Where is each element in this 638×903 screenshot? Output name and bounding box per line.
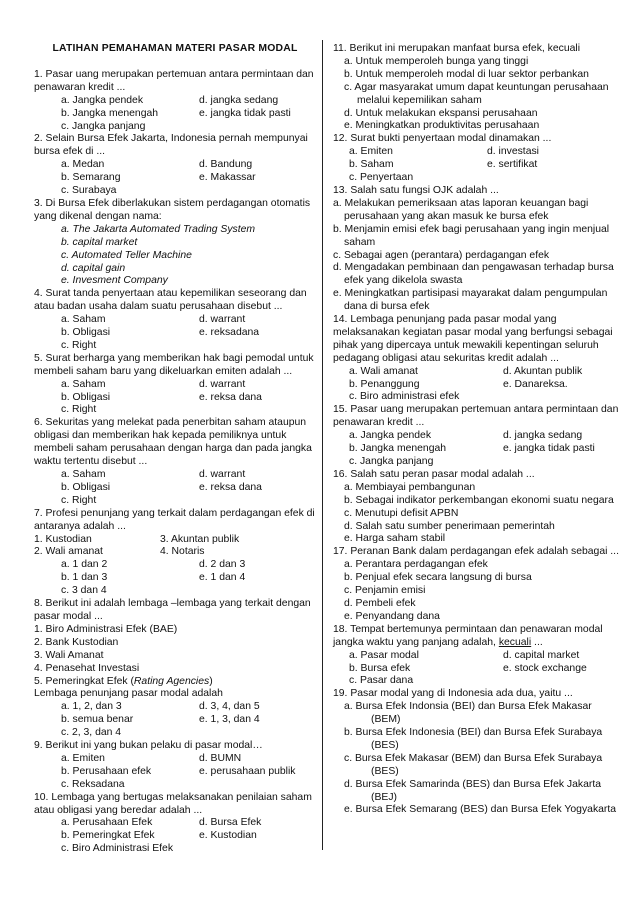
list-row <box>34 546 316 559</box>
option: c. 2, 3, dan 4 <box>61 727 122 739</box>
option: b. 1 dan 3 <box>61 572 108 584</box>
list-row <box>34 534 316 547</box>
option: b. capital market <box>61 236 138 248</box>
left-column <box>34 43 316 856</box>
option: a. 1 dan 2 <box>61 559 108 571</box>
question-11: 11. Berikut ini merupakan manfaat bursa efek, kecuali <box>333 43 581 54</box>
question-5: 5. Surat berharga yang memberikan hak bagi pemodal untuk membeli saham baru yang dikeluarkan emiten adalah ... <box>34 352 314 377</box>
option: e. perusahaan publik <box>199 765 296 777</box>
option: b. semua benar <box>61 714 134 726</box>
option: d. warrant <box>199 314 246 326</box>
option: b. Untuk memperoleh modal di luar sektor perbankan <box>344 68 589 80</box>
option: c. Right <box>61 339 97 351</box>
option: e. Meningkatkan partisipasi mayarakat dalam pengumpulan dana di bursa efek <box>333 288 608 313</box>
option: a. Emiten <box>61 752 105 764</box>
options-row <box>34 714 316 727</box>
option: b. Obligasi <box>61 327 111 339</box>
option: e. 1, 3, dan 4 <box>199 714 260 726</box>
option: e. Penyandang dana <box>344 610 440 622</box>
option: d. Bursa Efek Samarinda (BES) dan Bursa Efek Jakarta (BEJ) <box>344 778 602 803</box>
option: a. Medan <box>61 159 105 171</box>
options-row <box>333 663 621 676</box>
options-row <box>34 469 316 482</box>
option: b. Penanggung <box>349 378 420 390</box>
option: b. Sebagai indikator perkembangan ekonomi suatu negara <box>344 494 614 506</box>
option: b. Perusahaan efek <box>61 765 152 777</box>
list-item: 3. Akuntan publik <box>160 533 240 545</box>
options-row <box>34 572 316 585</box>
option: a. The Jakarta Automated Trading System <box>61 223 256 235</box>
option: d. Pembeli efek <box>344 597 416 609</box>
option: c. Penjamin emisi <box>344 585 426 597</box>
options-row <box>333 379 621 392</box>
option: b. Obligasi <box>61 481 111 493</box>
option: a. Membiayai pembangunan <box>344 481 476 493</box>
question-8-tail: Lembaga penunjang pasar modal adalah <box>34 688 223 700</box>
option: c. Sebagai agen (perantara) perdagangan efek <box>333 249 550 261</box>
options-row <box>333 146 621 159</box>
options-row <box>333 159 621 172</box>
list-text: ) <box>209 675 213 687</box>
option: d. 2 dan 3 <box>199 559 246 571</box>
option: a. Jangka pendek <box>349 430 432 442</box>
list-item: 1. Kustodian <box>34 533 92 545</box>
option: c. 3 dan 4 <box>61 585 107 597</box>
options-row <box>34 482 316 495</box>
option: d. Untuk melakukan ekspansi perusahaan <box>344 107 538 119</box>
option: d. capital gain <box>61 262 126 274</box>
option: b. Bursa Efek Indonesia (BEI) dan Bursa Efek Surabaya (BES) <box>344 727 603 751</box>
option: e. Harga saham stabil <box>344 533 446 545</box>
question-3: 3. Di Bursa Efek diberlakukan sistem perdagangan otomatis yang dikenal dengan nama: <box>34 197 311 222</box>
question-16: 16. Salah satu peran pasar modal adalah ... <box>333 468 535 480</box>
question-text: ... <box>531 636 543 648</box>
options-row <box>333 443 621 456</box>
options-row <box>34 817 316 830</box>
options-row <box>34 314 316 327</box>
question-6: 6. Sekuritas yang melekat pada penerbitan saham ataupun obligasi dan memberikan hak kepada pemiliknya untuk membeli saham perusahaan dengan harga dan pada jangka waktu tertentu disebut ... <box>34 417 312 468</box>
list-text-italic: Rating Agencies <box>133 675 210 687</box>
options-row <box>34 392 316 405</box>
option: e. Bursa Efek Semarang (BES) dan Bursa Efek Yogyakarta <box>344 804 617 816</box>
option: e. reksa dana <box>199 391 262 403</box>
option: b. Jangka menengah <box>349 443 447 455</box>
question-18 <box>333 624 621 650</box>
option: c. Penyertaan <box>349 172 414 184</box>
question-9: 9. Berikut ini yang bukan pelaku di pasar modal… <box>34 740 263 752</box>
option: a. Jangka pendek <box>61 94 144 106</box>
option: e. jangka tidak pasti <box>199 107 291 119</box>
option: a. Saham <box>61 314 106 326</box>
question-17: 17. Peranan Bank dalam perdagangan efek adalah sebagai ... <box>333 546 619 558</box>
option: a. 1, 2, dan 3 <box>61 701 122 713</box>
option: c. Menutupi defisit APBN <box>344 507 459 519</box>
question-15: 15. Pasar uang merupakan pertemuan antara permintaan dan penawaran kredit ... <box>333 404 619 429</box>
option: d. Bandung <box>199 159 253 171</box>
question-8: 8. Berikut ini adalah lembaga –lembaga yang terkait dengan pasar modal ... <box>34 598 311 622</box>
option: a. Wali amanat <box>349 365 418 377</box>
option: e. Danareksa. <box>503 378 568 390</box>
option: b. Menjamin emisi efek bagi perusahaan yang ingin menjual saham <box>333 223 610 248</box>
option: c. Agar masyarakat umum dapat keuntungan perusahaan melalui kepemilikan saham <box>344 81 609 106</box>
question-12: 12. Surat bukti penyertaan modal dinamakan ... <box>333 133 552 145</box>
option: a. Perantara perdagangan efek <box>344 559 488 571</box>
option: e. reksadana <box>199 327 260 339</box>
option: c. Right <box>61 494 97 506</box>
option: e. Kustodian <box>199 830 257 842</box>
option: c. Jangka panjang <box>61 120 146 132</box>
option: a. Emiten <box>349 146 393 158</box>
right-column <box>333 43 621 817</box>
list-item: 4. Notaris <box>160 546 205 558</box>
question-4: 4. Surat tanda penyertaan atau kepemilikan seseorang dan atau badan usaha dalam suatu perusahaan disebut ... <box>34 288 307 313</box>
options-row <box>34 753 316 766</box>
option: d. investasi <box>487 146 539 158</box>
question-13: 13. Salah satu fungsi OJK adalah ... <box>333 184 499 196</box>
option: a. Saham <box>61 378 106 390</box>
options-row <box>34 327 316 340</box>
options-row <box>34 159 316 172</box>
option: e. jangka tidak pasti <box>503 443 595 455</box>
option: e. stock exchange <box>503 662 587 674</box>
option: b. Obligasi <box>61 391 111 403</box>
option: d. 3, 4, dan 5 <box>199 701 260 713</box>
option: e. sertifikat <box>487 159 538 171</box>
option: a. Pasar modal <box>349 649 419 661</box>
list-item <box>34 676 316 689</box>
option: c. Biro administrasi efek <box>349 391 460 403</box>
option: d. Akuntan publik <box>503 365 583 377</box>
question-7: 7. Profesi penunjang yang terkait dalam perdagangan efek di antaranya adalah ... <box>34 507 315 532</box>
question-10: 10. Lembaga yang bertugas melaksanakan penilaian saham atau obligasi yang beredar adalah ... <box>34 791 312 816</box>
option: d. Salah satu sumber penerimaan pemerintah <box>344 520 555 532</box>
option: e. 1 dan 4 <box>199 572 246 584</box>
option: c. Right <box>61 404 97 416</box>
option: d. capital market <box>503 649 580 661</box>
question-2: 2. Selain Bursa Efek Jakarta, Indonesia pernah mempunyai bursa efek di ... <box>34 133 308 158</box>
list-item: 3. Wali Amanat <box>34 649 104 661</box>
options-row <box>34 172 316 185</box>
option: c. Bursa Efek Makasar (BEM) dan Bursa Efek Surabaya (BES) <box>344 752 603 777</box>
option: e. Meningkatkan produktivitas perusahaan <box>344 120 540 132</box>
option: d. warrant <box>199 378 246 390</box>
column-divider <box>322 40 323 850</box>
options-row <box>333 366 621 379</box>
option: c. Biro Administrasi Efek <box>61 843 174 855</box>
options-row <box>333 650 621 663</box>
list-item: 1. Biro Administrasi Efek (BAE) <box>34 623 178 635</box>
option: b. Penjual efek secara langsung di bursa <box>344 572 532 584</box>
option: e. Invesment Company <box>61 275 168 287</box>
list-item: 2. Wali amanat <box>34 546 103 558</box>
underlined-word: kecuali <box>498 636 532 648</box>
option: e. reksa dana <box>199 481 262 493</box>
option: c. Reksadana <box>61 778 125 790</box>
option: b. Jangka menengah <box>61 107 159 119</box>
option: c. Automated Teller Machine <box>61 249 192 261</box>
option: b. Semarang <box>61 172 121 184</box>
options-row <box>34 95 316 108</box>
option: d. Bursa Efek <box>199 817 262 829</box>
option: d. BUMN <box>199 752 242 764</box>
options-row <box>34 108 316 121</box>
options-row <box>34 559 316 572</box>
option: b. Saham <box>349 159 394 171</box>
question-text: 18. Tempat bertemunya permintaan dan penawaran modal jangka waktu yang panjang adalah, <box>333 623 603 648</box>
option: a. Melakukan pemeriksaan atas laporan keuangan bagi perusahaan yang akan masuk ke bursa efek <box>333 197 589 222</box>
options-row <box>34 830 316 843</box>
question-19: 19. Pasar modal yang di Indonesia ada dua, yaitu ... <box>333 688 573 700</box>
options-row <box>34 379 316 392</box>
option: e. Makassar <box>199 172 256 184</box>
option: d. Mengadakan pembinaan dan pengawasan terhadap bursa efek yang dikelola swasta <box>333 262 614 287</box>
option: c. Surabaya <box>61 185 117 197</box>
options-row <box>34 766 316 779</box>
page-title: LATIHAN PEMAHAMAN MATERI PASAR MODAL <box>52 43 298 54</box>
option: a. Perusahaan Efek <box>61 817 153 829</box>
options-row <box>333 430 621 443</box>
option: d. jangka sedang <box>199 94 279 106</box>
options-row <box>34 701 316 714</box>
option: c. Pasar dana <box>349 675 414 687</box>
option: a. Saham <box>61 469 106 480</box>
option: c. Jangka panjang <box>349 456 434 467</box>
list-text: 5. Pemeringkat Efek ( <box>34 675 134 687</box>
option: b. Bursa efek <box>349 662 411 674</box>
question-14: 14. Lembaga penunjang pada pasar modal yang melaksanakan kegiatan pasar modal yang berfungsi sebagai pihak yang dipercaya untuk mewakili kepentingan seluruh pedagang obligasi atau sekuritas kredit adalah ... <box>333 314 613 364</box>
option: a. Untuk memperoleh bunga yang tinggi <box>344 55 529 67</box>
option: b. Pemeringkat Efek <box>61 830 155 842</box>
list-item: 4. Penasehat Investasi <box>34 662 140 674</box>
option: d. warrant <box>199 469 246 480</box>
question-1: 1. Pasar uang merupakan pertemuan antara permintaan dan penawaran kredit ... <box>34 68 314 93</box>
option: a. Bursa Efek Indonsia (BEI) dan Bursa Efek Makasar (BEM) <box>344 701 592 726</box>
option: d. jangka sedang <box>503 430 583 442</box>
list-item: 2. Bank Kustodian <box>34 636 119 648</box>
